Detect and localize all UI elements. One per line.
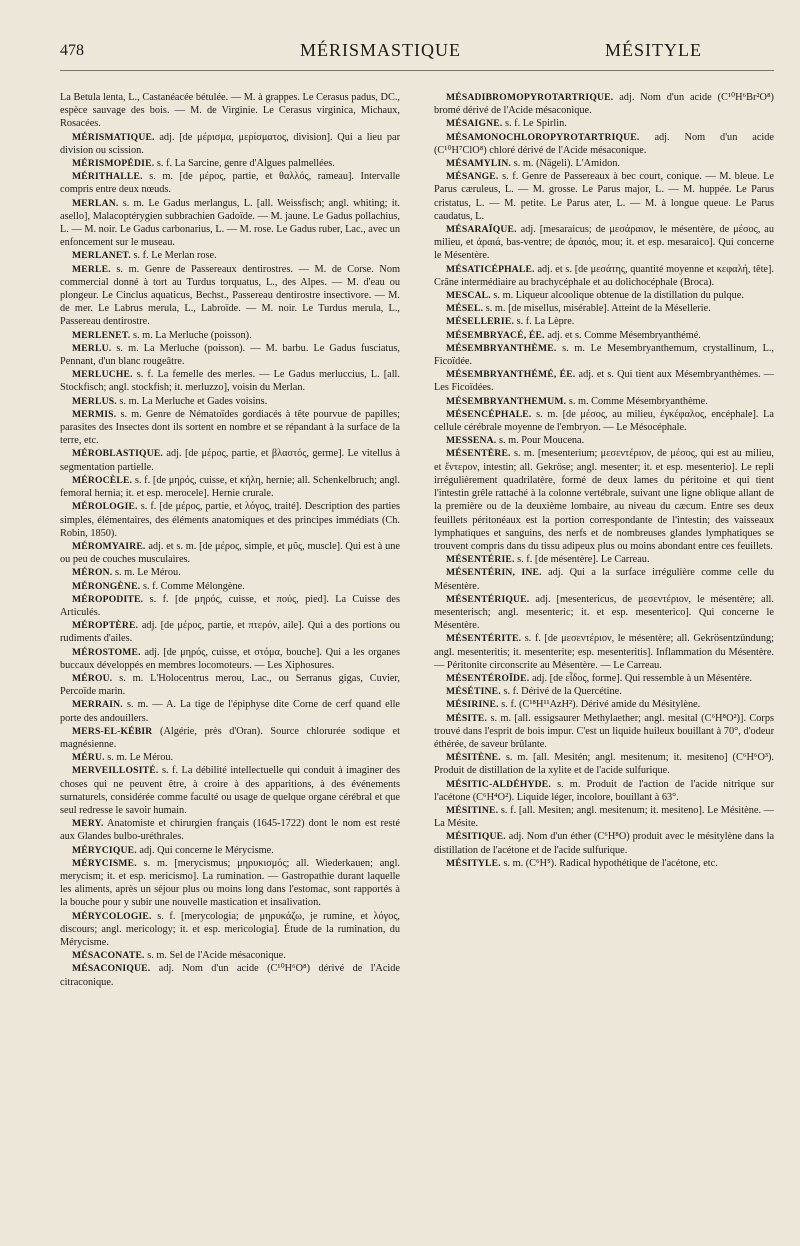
entry-headword: MÉSÉTINE. (446, 686, 501, 698)
entry-headword: MÉRONGÈNE. (72, 580, 141, 592)
entry-text: adj. et s. Comme Mésembryanthémé. (547, 329, 701, 341)
entry-text: s. m. [all. Mesitén; angl. mesitenum; it. mesiteno] (C⁶H⁶O³). Produit de distillation de la xylite et de l'acide sulfurique. (434, 752, 774, 777)
entry-headword: MÉSEMBRYANTHÉMÉ, ÉE. (446, 369, 576, 381)
dictionary-entry (60, 197, 400, 250)
entry-text: s. m. Le Gadus merlangus, L. [all. Weissfisch; angl. whiting; it. asello], Malacoptérygien subbrachien Gadoïde. — M. jaune. Le Gadus pollachius, L. — M. noir. Le Gadus carbonarius, L. — M. rose. Le Gadus ruber, Lac., avec un enfoncement sur le museau. (60, 197, 400, 249)
dictionary-entry (60, 698, 400, 724)
dictionary-entry (60, 131, 400, 157)
dictionary-entry (60, 580, 400, 593)
entry-text: s. f. Comme Mélongène. (142, 580, 245, 592)
entry-headword: MÉROSTOME. (72, 646, 141, 658)
entry-headword: MÉSATICÉPHALE. (446, 263, 535, 275)
entry-text: s. f. [merycologia; de μηρυκάζω, je rumine, et λόγος, discours; angl. mericology; it. et esp. mericologia]. Étude de la rumination, du Mérycisme. (60, 910, 400, 948)
entry-text: (Algérie, près d'Oran). Source chlorurée sodique et magnésienne. (60, 725, 400, 750)
entry-headword: MÉSENTÉRIQUE. (446, 593, 530, 605)
entry-text: s. f. (C¹⁸H¹¹AzH²). Dérivé amide du Mésitylène. (501, 699, 701, 711)
entry-headword: MÉROBLASTIQUE. (72, 448, 164, 460)
dictionary-entry (434, 395, 774, 408)
entry-text: s. m. [de μέσος, au milieu, ἐγκέφαλος, encéphale]. La cellule cérébrale moyenne de l'embryon. — Le Mésocéphale. (434, 408, 774, 434)
entry-headword: MÉSADIBROMOPYROTARTRIQUE. (446, 92, 614, 103)
dictionary-entry (60, 857, 400, 910)
dictionary-entry (60, 329, 400, 342)
entry-text: s. m. Sel de l'Acide mésaconique. (147, 950, 286, 962)
dictionary-entry (434, 593, 774, 633)
entry-text: adj. [de μέρισμα, μερίσματος, division]. Qui a lieu par division ou scission. (60, 131, 400, 156)
dictionary-entry (434, 804, 774, 830)
entry-text: s. m. Genre de Passereaux dentirostres. — M. de Corse. Nom commercial donné à tort au Turdus torquatus, L., des Alpes. — M. d'eau ou plongeur. Le Cinclus aquaticus, Bechst., Passereau dentirostre insectivore. — M. de mer. Le Labrus merula, L., Labroïde. — M. noir. Le Turdus merula, L., Passereau dentirostre. (60, 263, 400, 328)
entry-headword: MÉROPTÈRE. (72, 620, 139, 632)
entry-headword: MÉSAIGNE. (446, 118, 503, 130)
page-header (60, 30, 774, 71)
entry-text: s. f. [de mésentère]. Le Carreau. (517, 554, 650, 566)
dictionary-entry (434, 778, 774, 804)
dictionary-entry (434, 434, 774, 447)
entry-text: s. f. Dérivé de la Quercétine. (503, 686, 622, 698)
entry-text: s. f. [de μεσεντέριον, le mésentère; all. Gekrösentzündung; angl. mesenteritis; it. mesenterite; esp. mesenteritis]. Inflammation du Mésentère. — Péritonite circonscrite au Mésentère. — Le Carreau. (434, 633, 774, 671)
dictionary-entry (434, 698, 774, 711)
entry-headword: MÉSITÈNE. (446, 752, 501, 764)
dictionary-entry (60, 844, 400, 857)
entry-text: s. m. Produit de l'action de l'acide nitrique sur l'acétone (C⁶H⁴O²). Liquide léger, incolore, bouillant à 63°. (434, 778, 774, 803)
entry-headword: MÉSENCÉPHALE. (446, 408, 532, 420)
entry-text: s. f. La débilité intellectuelle qui conduit à imaginer des choses qui ne peuvent être, à croire à des apparitions, à des événements surnaturels, considérée comme faculté ou usage de quelque organe cérébral et que seul redresse le savoir humain. (60, 765, 400, 816)
entry-headword: MERS-EL-KÉBIR (72, 725, 153, 737)
dictionary-entry (60, 474, 400, 500)
dictionary-entry (434, 302, 774, 315)
entry-headword: MÉSENTÉROÏDE. (446, 672, 530, 684)
entry-text: s. m. L'Holocentrus merou, Lac., ou Serranus gigas, Cuvier, Percoïde marin. (60, 672, 400, 698)
running-head-right: MÉSITYLE (605, 40, 702, 60)
dictionary-entry (60, 646, 400, 672)
dictionary-entry (60, 500, 400, 540)
entry-text: s. m. (C⁶H⁵). Radical hypothétique de l'acétone, etc. (503, 857, 718, 869)
entry-text: s. f. [all. Mesiten; angl. mesitenum; it. mesiteno]. Le Mésitène. — La Mésite. (434, 804, 774, 830)
entry-text: adj. Nom d'un acide (C¹⁰H⁷ClO⁸) chloré dérivé de l'Acide mésaconique. (434, 131, 774, 156)
entry-text: s. m. Le Mérou. (114, 567, 181, 579)
entry-text: s. m. [de μέρος, partie, et θαλλός, rameau]. Intervalle compris entre deux nœuds. (60, 171, 400, 196)
dictionary-entry (434, 329, 774, 342)
dictionary-entry (60, 342, 400, 368)
entry-headword: MÉSENTÈRE. (446, 448, 511, 460)
entry-headword: MERLAN. (72, 197, 119, 209)
dictionary-entry (60, 447, 400, 473)
entry-headword: MÉRYCIQUE. (72, 844, 137, 856)
entry-headword: MÉRITHALLE. (72, 171, 143, 183)
entry-text: s. m. (Nägeli). L'Amidon. (513, 158, 620, 170)
entry-text: adj. Nom d'un acide (C¹⁰H⁶O⁸) dérivé de l'Acide citraconique. (60, 963, 400, 988)
entry-text: s. m. Pour Moucena. (498, 435, 585, 447)
dictionary-entry (60, 540, 400, 566)
dictionary-entry (60, 395, 400, 408)
dictionary-entry (60, 764, 400, 817)
dictionary-entry (60, 619, 400, 645)
entry-headword: MÉSITINE. (446, 804, 499, 816)
dictionary-entry (60, 672, 400, 698)
entry-headword: MÉROU. (72, 672, 113, 684)
entry-text: La Betula lenta, L., Castanéacée bétulée. — M. à grappes. Le Cerasus padus, DC., espèce sauvage des bois. — M. de Virginie. Le Cerasus virginica, Michaux, Rosacées. (60, 92, 400, 130)
entry-text: adj. [de μηρός, cuisse, et στόμα, bouche]. Qui a les organes buccaux développés en membres locomoteurs. — Les Xiphosures. (60, 646, 400, 671)
entry-headword: MERY. (72, 818, 104, 830)
entry-headword: MÉSITIQUE. (446, 831, 506, 843)
dictionary-entry (60, 593, 400, 619)
entry-text: s. f. [de μέρος, partie, et λόγος, traité]. Description des parties simples, élémentaires, des éléments anatomiques et des principes immédiats (Ch. Robin, 1850). (60, 501, 400, 539)
entry-headword: MÉSACONATE. (72, 950, 145, 962)
entry-text: s. f. La Sarcine, genre d'Algues palmellées. (156, 158, 335, 170)
entry-headword: MÉROPODITE. (72, 593, 144, 605)
entry-headword: MERVEILLOSITÉ. (72, 765, 159, 777)
left-column (60, 91, 400, 1231)
dictionary-entry (434, 170, 774, 223)
dictionary-entry (60, 157, 400, 170)
dictionary-entry (434, 342, 774, 368)
entry-text: s. f. La femelle des merles. — Le Gadus merluccius, L. [all. Stockfisch; angl. stockfish; it. merluzzo], voisin du Merlan. (60, 369, 400, 394)
dictionary-entry (434, 289, 774, 302)
entry-text: s. m. La Merluche (poisson). (132, 329, 252, 341)
entry-headword: MÉSELLERIE. (446, 316, 515, 328)
dictionary-entry (434, 315, 774, 328)
dictionary-entry (434, 117, 774, 130)
dictionary-entry (434, 553, 774, 566)
entry-text: adj. [mesentericus, de μεσεντέριον, le mésentère; all. mesenterisch; angl. mesenteric; it. et esp. mesenterico]. Qui concerne le Mésentère. (434, 593, 774, 632)
entry-headword: MÉSAMONOCHLOROPYROTARTRIQUE. (446, 131, 640, 143)
text-columns (60, 91, 774, 1231)
dictionary-entry (60, 368, 400, 394)
entry-text: s. f. [de μηρός, cuisse, et πούς, pied]. La Cuisse des Articulés. (60, 593, 400, 618)
entry-text: adj. [de μέρος, partie, et πτερόν, aile]. Qui a des portions ou rudiments d'ailes. (60, 620, 400, 645)
entry-headword: MÉSITIC-ALDÉHYDE. (446, 778, 551, 790)
entry-headword: MESCAL. (446, 290, 491, 302)
entry-headword: MÉRU. (72, 752, 105, 764)
dictionary-entry (60, 408, 400, 448)
entry-text: s. f. Genre de Passereaux à bec court, conique. — M. bleue. Le Parus cæruleus, L. — M. grosse. Le Parus major, L. — M. huppée. Le Parus cristatus, L. — M. petite. Le Parus ater, L. — M. à longue queue. Le Parus caudatus, L. (434, 171, 774, 222)
entry-text: s. m. Le Mérou. (107, 752, 174, 764)
dictionary-entry (434, 447, 774, 553)
entry-text: adj. et s. Qui tient aux Mésembryanthèmes. — Les Ficoïdées. (434, 369, 774, 394)
entry-headword: MÉSEL. (446, 303, 484, 315)
dictionary-entry (434, 751, 774, 777)
entry-text: s. m. Genre de Nématoïdes gordiacés à tête pourvue de papilles; parasites des Insectes dont ils sortent en nombre et se répandant à la surface de la terre, etc. (60, 408, 400, 447)
entry-headword: MERLUS. (72, 395, 117, 407)
entry-text: adj. Qui concerne le Mérycisme. (139, 844, 274, 856)
dictionary-entry (60, 170, 400, 196)
entry-text: adj. et s. m. [de μέρος, simple, et μῦς, muscle]. Qui est à une ou peu de couches musculaires. (60, 540, 400, 566)
dictionary-entry (60, 751, 400, 764)
entry-headword: MERMIS. (72, 408, 117, 420)
dictionary-entry (434, 632, 774, 672)
dictionary-entry (434, 368, 774, 394)
dictionary-entry (434, 91, 774, 117)
dictionary-entry (60, 249, 400, 262)
dictionary-entry (60, 91, 400, 131)
dictionary-entry (434, 830, 774, 856)
entry-text: s. m. [all. essigsaurer Methylaether; angl. mesital (C⁶H⁸O²)]. Corps trouvé dans l'esprit de bois impur. C'est un liquide huileux bouillant à 70°, d'odeur éthérée, de saveur brûlante. (434, 712, 774, 750)
dictionary-entry (434, 131, 774, 157)
dictionary-entry (60, 263, 400, 329)
entry-headword: MÉRON. (72, 567, 113, 579)
entry-headword: MÉSITE. (446, 712, 488, 724)
entry-headword: MERRAIN. (72, 699, 123, 711)
dictionary-entry (434, 157, 774, 170)
dictionary-entry (434, 857, 774, 870)
entry-text: adj. [mesaraicus; de μεσάραιον, le mésentère, de μέσος, au milieu, et ἀραιά, bas-ventre; de ἀραιός, mou; it. et esp. mesaraico]. Qui concerne le Mésentère. (434, 224, 774, 262)
entry-headword: MÉSENTÉRITE. (446, 633, 522, 645)
entry-text: Anatomiste et chirurgien français (1645-1722) dont le nom est resté aux Glandes bulbo-uréthrales. (60, 818, 400, 843)
entry-headword: MÉROLOGIE. (72, 501, 138, 513)
entry-text: adj. [de μέρος, partie, et βλαστός, germe]. Le vitellus à segmentation partielle. (60, 448, 400, 473)
entry-headword: MÉSEMBRYANTHEMUM. (446, 395, 567, 407)
dictionary-entry (60, 949, 400, 962)
entry-text: s. m. Le Mesembryanthemum, crystallinum, L., Ficoïdée. (434, 342, 774, 368)
entry-text: s. m. [merycismus; μηρυκισμός; all. Wiederkauen; angl. merycism; it. et esp. mericismo]. La rumination. — Gastropathie durant laquelle les aliments, après un séjour plus ou moins long dans l'estomac, sont rapportés à la bouche pour y subir une nouvelle mastication et insalivation. (60, 857, 400, 909)
entry-headword: MÉRYCOLOGIE. (72, 910, 152, 922)
entry-text: adj. Nom d'un acide (C¹⁰H⁶Br²O⁸) bromé dérivé de l'Acide mésaconique. (434, 92, 774, 117)
dictionary-entry (434, 408, 774, 434)
entry-text: adj. [de εἶδος, forme]. Qui ressemble à un Mésentère. (531, 672, 753, 684)
entry-headword: MERLU. (72, 342, 112, 354)
entry-text: s. m. Comme Mésembryanthème. (568, 395, 708, 407)
dictionary-entry (434, 566, 774, 592)
entry-headword: MERLUCHE. (72, 369, 133, 381)
entry-text: s. m. — A. La tige de l'épiphyse dite Corne de cerf quand elle porte des andouillers. (60, 699, 400, 724)
entry-headword: MÉRISMOPÉDIE. (72, 158, 155, 170)
entry-text: s. m. [mesenterium; μεσεντέριον, de μέσος, qui est au milieu, et ἔντερον, intestin; all. Gekröse; angl. mesenter; it. et esp. mesenterio]. Le repli irrégulièrement quadrilatère, formé de deux lames du péritoine et qui tient l'intestin grêle rattaché à la colonne vertébrale, suivant une ligne oblique allant de la première ou de la deuxième lombaire, au niveau du cæcum. Entre ses deux feuillets péritonéaux est la portion correspondante de l'intestin; des vaisseaux lymphatiques et sanguins, des nerfs et de nombreuses glandes lymphatiques se trouvent compris dans du tissu adipeux plus ou moins abondant entre ces feuillets. (434, 448, 774, 552)
entry-text: s. f. [de μηρός, cuisse, et κήλη, hernie; all. Schenkelbruch; angl. femoral hernia; it. et esp. merocele]. Hernie crurale. (60, 474, 400, 500)
dictionary-entry (434, 685, 774, 698)
entry-text: s. m. [de misellus, misérable]. Atteint de la Mésellerie. (485, 303, 711, 315)
entry-headword: MÉSIRINE. (446, 699, 499, 711)
entry-headword: MÉRYCISME. (72, 857, 137, 869)
entry-headword: MÉSEMBRYANTHÈME. (446, 342, 557, 354)
entry-headword: MÉRISMATIQUE. (72, 131, 155, 143)
dictionary-entry (60, 962, 400, 988)
entry-headword: MÉSACONIQUE. (72, 963, 151, 975)
entry-headword: MÉSANGE. (446, 171, 499, 183)
entry-text: s. m. La Merluche et Gades voisins. (119, 395, 268, 407)
entry-text: s. m. La Merluche (poisson). — M. barbu. Le Gadus fusciatus, Pennant, d'un blanc rougeâtre. (60, 342, 400, 368)
entry-headword: MERLE. (72, 263, 111, 275)
entry-text: adj. Qui a la surface irrégulière comme celle du Mésentère. (434, 567, 774, 592)
entry-text: s. f. Le Merlan rose. (133, 250, 217, 262)
entry-text: s. f. Le Spirlin. (505, 118, 567, 130)
dictionary-entry (434, 712, 774, 752)
entry-headword: MÉSENTÉRIE. (446, 554, 515, 566)
dictionary-entry (434, 223, 774, 263)
entry-headword: MÉSENTÉRIN, INE. (446, 567, 542, 579)
entry-headword: MÉROCÈLE. (72, 474, 133, 486)
entry-headword: MÉSITYLE. (446, 857, 501, 869)
entry-headword: MÉROMYAIRE. (72, 540, 146, 552)
dictionary-entry (60, 566, 400, 579)
entry-headword: MESSENA. (446, 435, 497, 447)
entry-text: adj. Nom d'un éther (C⁶H⁸O) produit avec le mésitylène dans la distillation de l'acétone et de l'acide sulfurique. (434, 831, 774, 856)
entry-headword: MÉSARAÏQUE. (446, 224, 517, 236)
right-column (434, 91, 774, 1231)
dictionary-entry (60, 817, 400, 843)
dictionary-entry (60, 725, 400, 751)
entry-headword: MERLENET. (72, 329, 131, 341)
dictionary-entry (434, 672, 774, 685)
entry-headword: MÉSAMYLIN. (446, 158, 512, 170)
entry-text: s. f. La Lèpre. (516, 316, 575, 328)
running-head-left: MÉRISMASTIQUE (300, 40, 462, 60)
dictionary-entry (434, 263, 774, 289)
page-number: 478 (60, 42, 84, 59)
entry-headword: MÉSEMBRYACÉ, ÉE. (446, 329, 545, 341)
entry-text: s. m. Liqueur alcoolique obtenue de la distillation du pulque. (493, 290, 744, 302)
entry-text: adj. et s. [de μεσάτης, quantité moyenne et κεφαλή, tête]. Crâne intermédiaire au brachycéphale et au dolichocéphale (Broca). (434, 263, 774, 288)
entry-headword: MERLANET. (72, 250, 131, 262)
dictionary-entry (60, 910, 400, 950)
